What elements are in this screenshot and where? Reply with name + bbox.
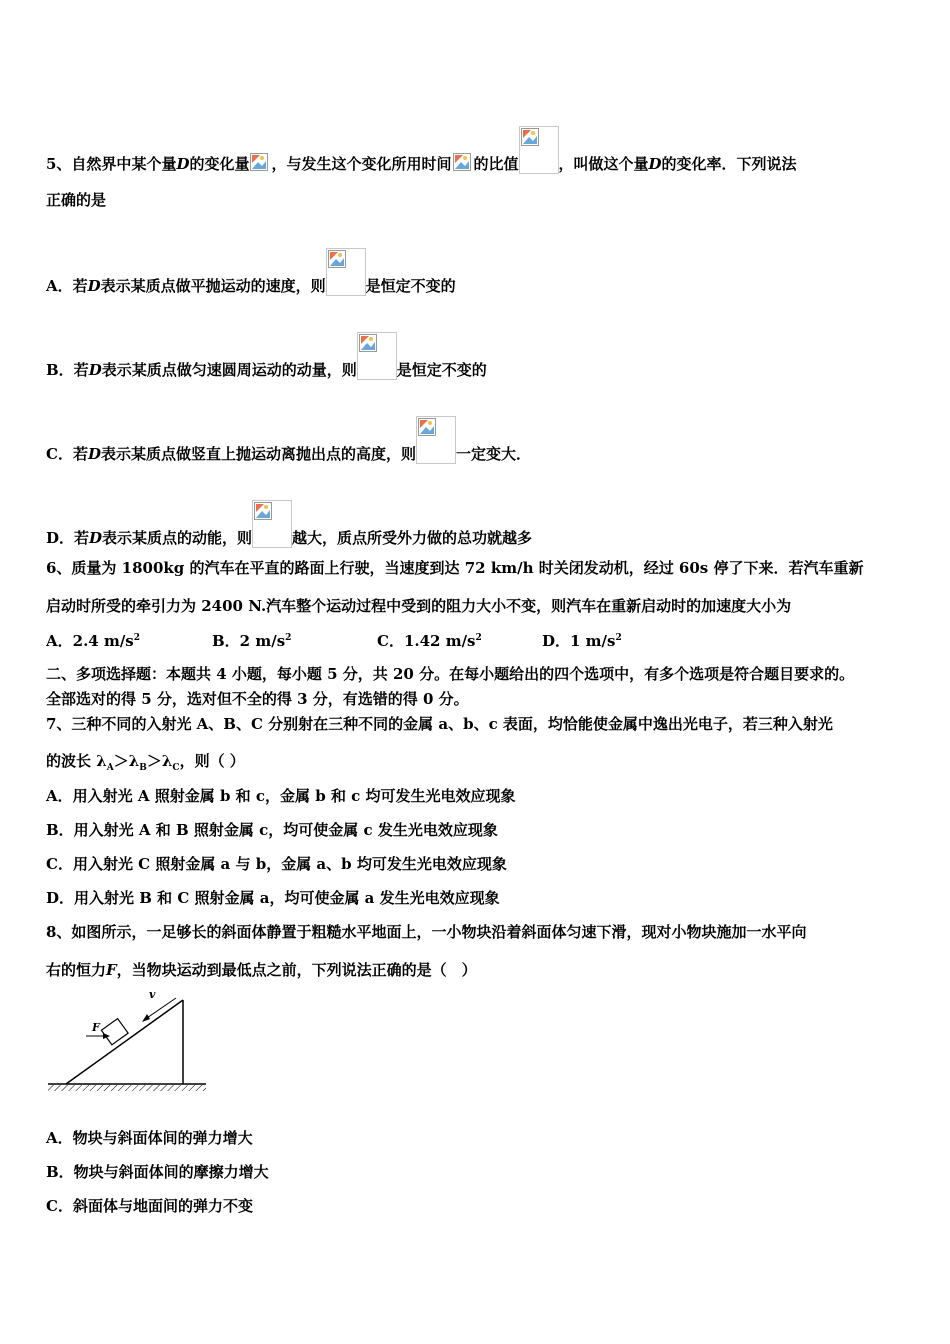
q8-line2: 右的恒力F，当物块运动到最低点之前，下列说法正确的是（ ）	[46, 961, 477, 979]
q5-option-d: D．若D表示某质点的动能，则 越大，质点所受外力做的总功就越多	[46, 500, 532, 548]
incline-diagram	[46, 986, 210, 1098]
q7-option-d: D．用入射光 B 和 C 照射金属 a，均可使金属 a 发生光电效应现象	[46, 889, 500, 907]
sliding-block	[101, 1019, 128, 1045]
q8-option-b: B．物块与斜面体间的摩擦力增大	[46, 1163, 269, 1181]
q8-line1: 8、如图所示，一足够长的斜面体静置于粗糙水平地面上，一小物块沿着斜面体匀速下滑，现对小物块施加一水平向	[46, 923, 807, 941]
q7-option-a: A．用入射光 A 照射金属 b 和 c，金属 b 和 c 均可发生光电效应现象	[46, 787, 516, 805]
q6-line2: 启动时所受的牵引力为 2400 N.汽车整个运动过程中受到的阻力大小不变，则汽车在重新启动时的加速度大小为	[46, 597, 792, 615]
q6-option-b: B．2 $m/s^2$	[212, 632, 292, 650]
q6-line1: 6、质量为 1800kg 的汽车在平直的路面上行驶，当速度到达 72 km/h 时关闭发动机，经过 60s 停了下来．若汽车重新	[46, 559, 864, 577]
section2-line2: 全部选对的得 5 分，选对但不全的得 3 分，有选错的得 0 分。	[46, 690, 469, 708]
q8-option-a: A．物块与斜面体间的弹力增大	[46, 1129, 253, 1147]
q6-option-c: C．1.42 $m/s^2$	[377, 632, 482, 650]
q5-option-c: C．若D表示某质点做竖直上抛运动离抛出点的高度，则 一定变大．	[46, 416, 531, 464]
q8-option-c: C．斜面体与地面间的弹力不变	[46, 1197, 253, 1215]
formula-image-placeholder-icon	[249, 152, 271, 174]
q6-option-a: A．2.4 $m/s^2$	[46, 632, 141, 650]
q5-option-b: B．若D表示某质点做匀速圆周运动的动量，则 是恒定不变的	[46, 332, 487, 380]
force-label: F	[92, 1021, 100, 1034]
velocity-label: v	[149, 988, 156, 1001]
velocity-arrow	[142, 998, 176, 1022]
formula-image-placeholder-icon	[252, 500, 292, 548]
q7-line1: 7、三种不同的入射光 A、B、C 分别射在三种不同的金属 a、b、c 表面，均恰能使金属中逸出光电子，若三种入射光	[46, 715, 833, 733]
formula-image-placeholder-icon	[452, 152, 474, 174]
formula-image-placeholder-icon	[416, 416, 456, 464]
ground	[48, 1084, 206, 1091]
formula-image-placeholder-icon	[519, 126, 559, 174]
incline-body	[66, 1000, 183, 1084]
q5-line2: 正确的是	[46, 191, 107, 209]
q6-option-d: D．1 $m/s^2$	[542, 632, 622, 650]
q7-line2: 的波长 $\lambda_A>\lambda_B>\lambda_C$，则（ ）	[46, 752, 245, 773]
formula-image-placeholder-icon	[357, 332, 397, 380]
section2-line1: 二、多项选择题：本题共 4 小题，每小题 5 分，共 20 分。在每小题给出的四个选项中，有多个选项是符合题目要求的。	[46, 665, 855, 683]
q5-line1: 5、自然界中某个量D的变化量 ，与发生这个变化所用时间 的比值 ，叫做这个量D的变化率．下列说法	[46, 126, 797, 174]
q7-option-b: B．用入射光 A 和 B 照射金属 c，均可使金属 c 发生光电效应现象	[46, 821, 498, 839]
q5-option-a: A．若D表示某质点做平抛运动的速度，则 是恒定不变的	[46, 248, 456, 296]
formula-image-placeholder-icon	[326, 248, 366, 296]
q7-option-c: C．用入射光 C 照射金属 a 与 b，金属 a、b 均可发生光电效应现象	[46, 855, 507, 873]
